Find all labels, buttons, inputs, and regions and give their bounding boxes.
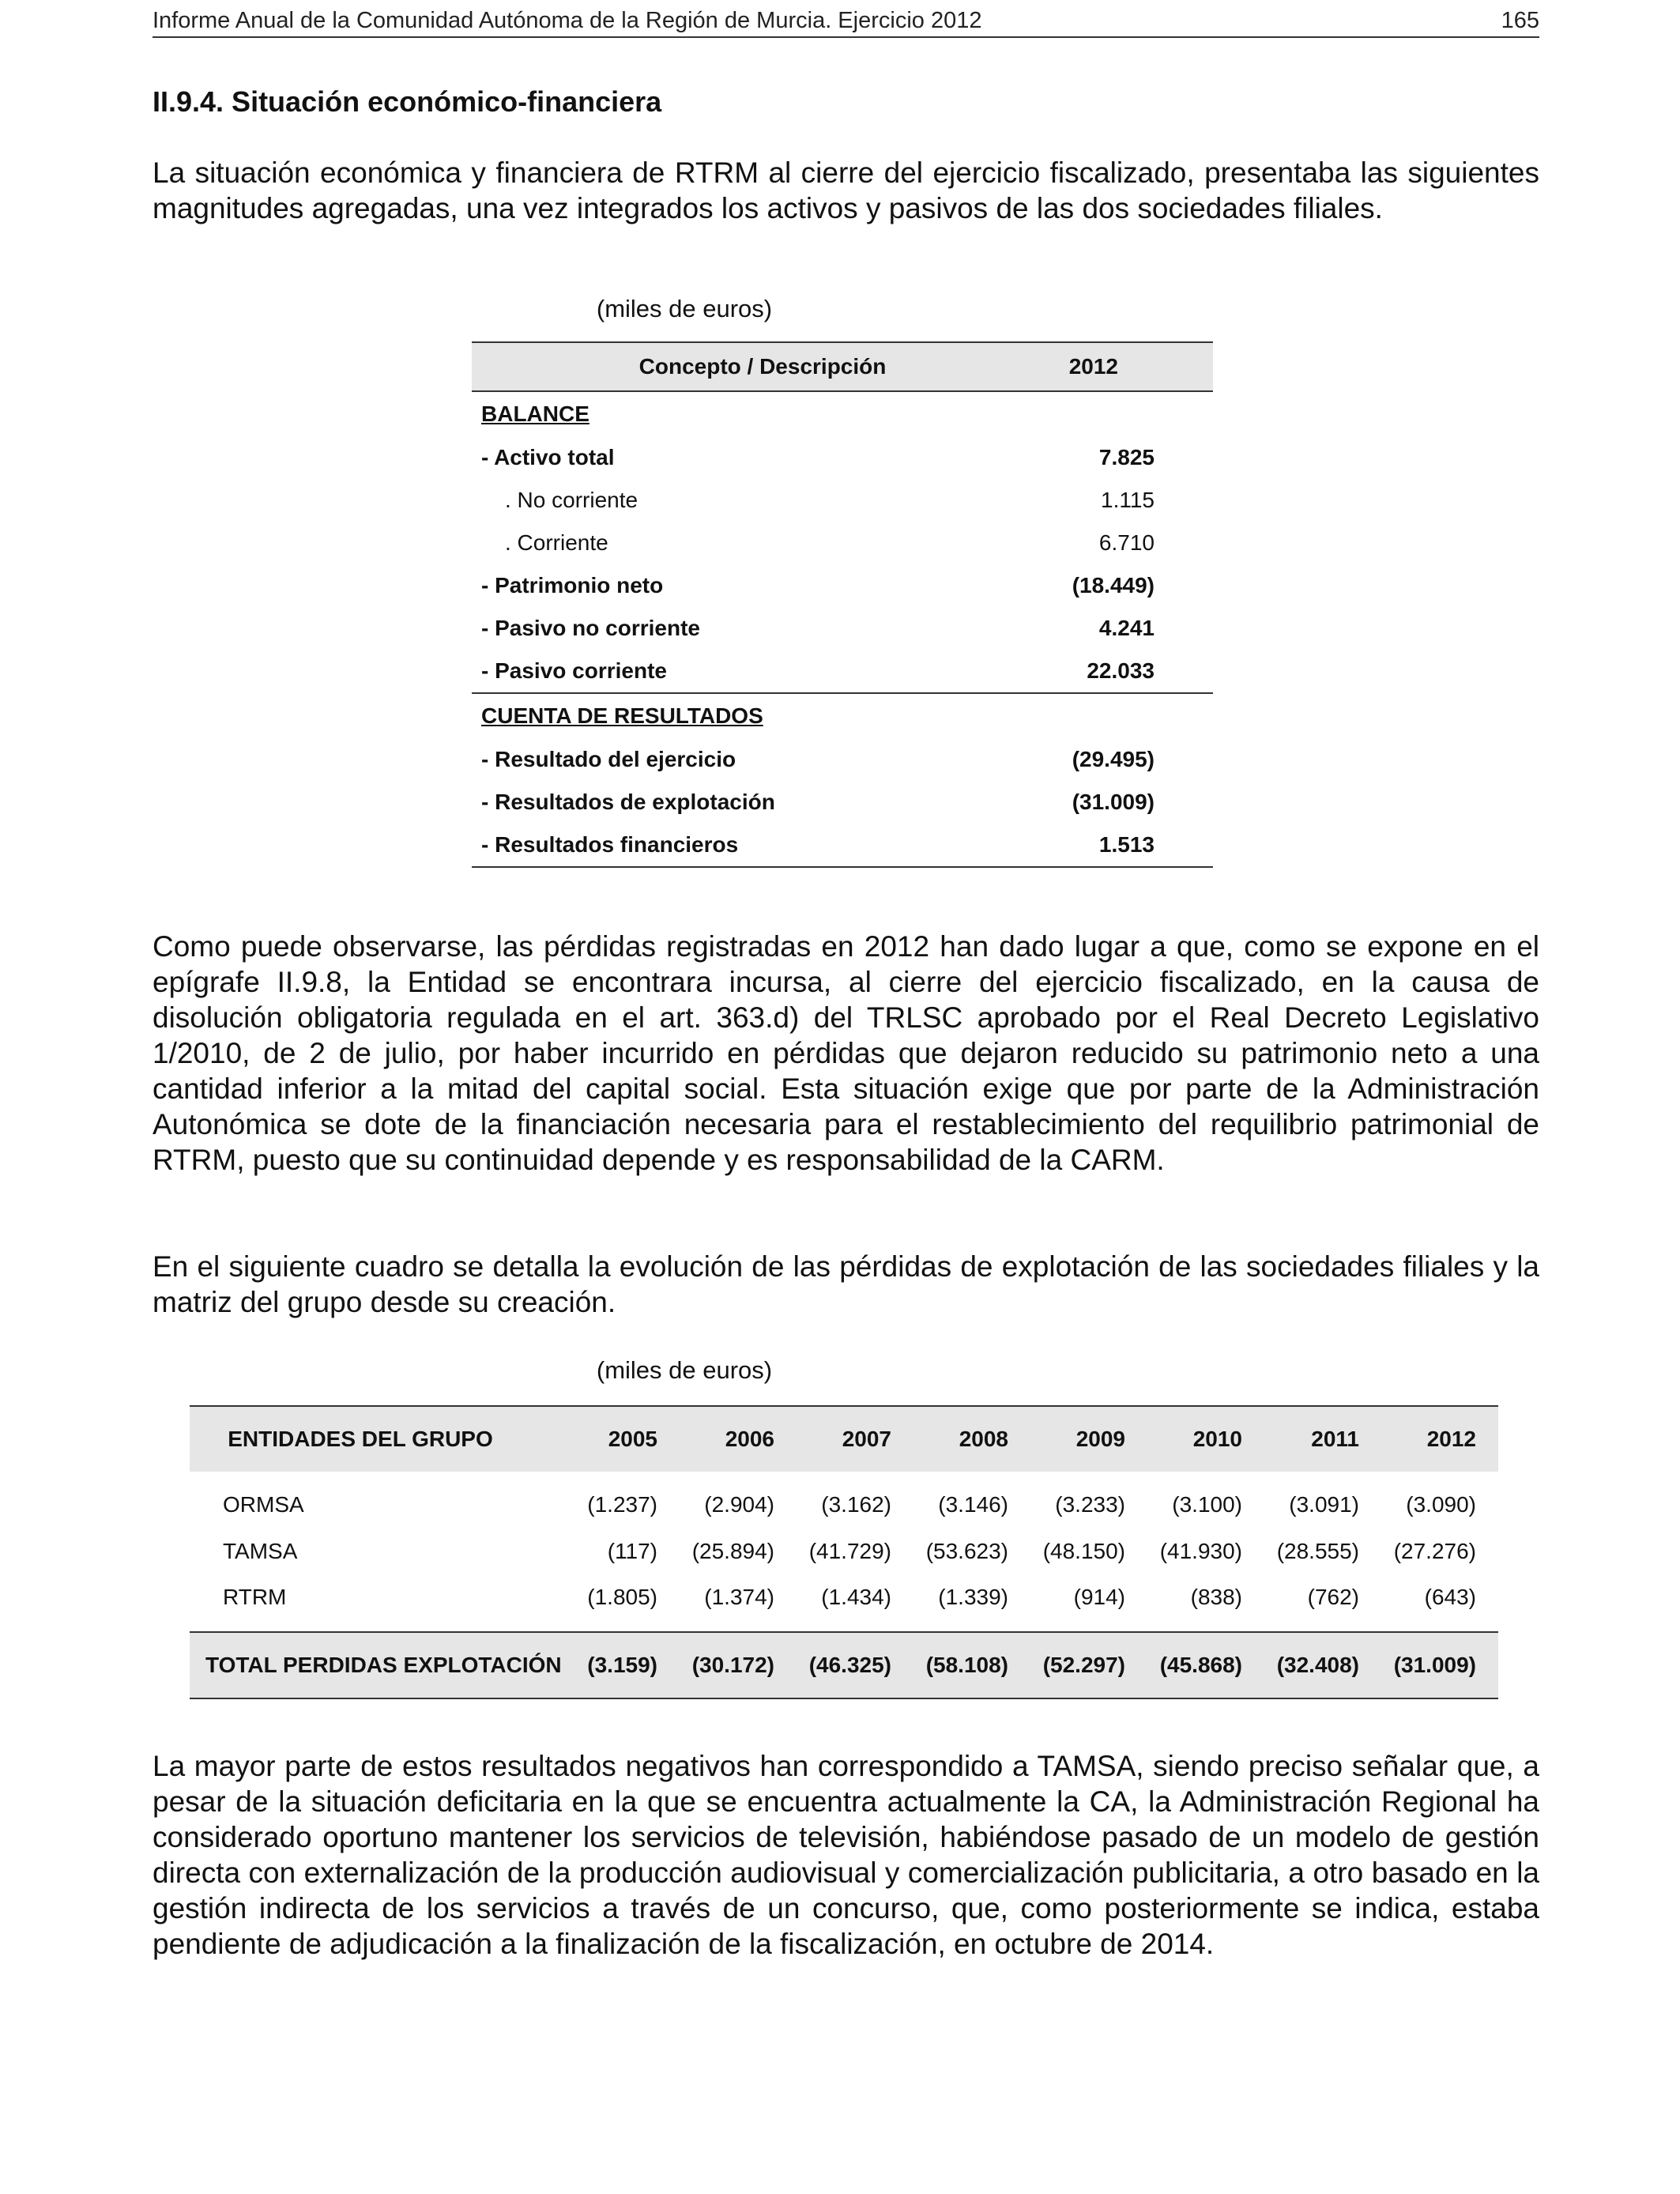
total-value: (30.172) [680, 1632, 797, 1698]
total-value: (45.868) [1147, 1632, 1264, 1698]
table-row [472, 824, 1213, 867]
row-label: . Corriente [505, 530, 608, 555]
value-cell: (3.162) [821, 1492, 891, 1517]
value-cell: (1.805) [587, 1585, 657, 1609]
col-entity-header: ENTIDADES DEL GRUPO [190, 1406, 563, 1472]
row-value: 1.115 [1101, 488, 1155, 512]
col-year-header: 2006 [680, 1406, 797, 1472]
balance-heading: BALANCE [481, 401, 590, 426]
row-value: 6.710 [1098, 530, 1155, 555]
value-cell: (1.339) [938, 1585, 1008, 1609]
col-year-header: 2012 [1015, 342, 1213, 391]
value-cell: (41.930) [1159, 1539, 1242, 1563]
value-cell: (3.233) [1055, 1492, 1125, 1517]
col-year-header: 2009 [1030, 1406, 1147, 1472]
row-value: (31.009) [1072, 790, 1155, 814]
value-cell: (27.276) [1393, 1539, 1476, 1563]
paragraph-table-intro: En el siguiente cuadro se detalla la evolución de las pérdidas de explotación de las sociedades filiales y la matriz del grupo desde su creación. [153, 1250, 1539, 1318]
value-cell: (3.146) [938, 1492, 1008, 1517]
col-year-header: 2012 [1381, 1406, 1498, 1472]
value-cell: (28.555) [1276, 1539, 1359, 1563]
value-cell: (1.374) [704, 1585, 774, 1609]
col-year-header: 2008 [913, 1406, 1030, 1472]
value-cell: (3.090) [1406, 1492, 1476, 1517]
table-row [472, 650, 1213, 693]
table-row [472, 522, 1213, 564]
table-row [190, 1529, 1498, 1574]
results-heading: CUENTA DE RESULTADOS [472, 693, 1213, 738]
value-cell: (762) [1307, 1585, 1359, 1609]
col-year-header: 2010 [1147, 1406, 1264, 1472]
losses-table [190, 1405, 1498, 1699]
row-label: - Pasivo no corriente [481, 616, 700, 640]
table-row [190, 1574, 1498, 1632]
paragraph-analysis: Como puede observarse, las pérdidas registradas en 2012 han dado lugar a que, como se expone en el epígrafe II.9.8, la Entidad se encontrara incursa, al cierre del ejercicio fiscalizado, en la causa de disolución obligatoria regulada en el art. 363.d) del TRLSC aprobado por el Real Decreto Legislativo 1/2010, de 2 de julio, por haber incurrido en pérdidas que dejaron reducido su patrimonio neto a una cantidad inferior a la mitad del capital social. Esta situación exige que por parte de la Administración Autonómica se dote de la financiación necesaria para el restablecimiento del requilibrio patrimonial de RTRM, puesto que su continuidad depende y es responsabilidad de la CARM. [153, 930, 1539, 1176]
page-number: 165 [1501, 8, 1539, 33]
total-row [190, 1632, 1498, 1698]
row-value: 22.033 [1087, 658, 1155, 683]
table-row [472, 738, 1213, 781]
table-row [472, 564, 1213, 607]
value-cell: (1.237) [587, 1492, 657, 1517]
value-cell: (838) [1190, 1585, 1242, 1609]
row-label: - Activo total [481, 445, 615, 469]
row-label: - Patrimonio neto [481, 573, 664, 598]
section-title: II.9.4. Situación económico-financiera [153, 85, 662, 118]
value-cell: (3.091) [1289, 1492, 1359, 1517]
row-value: 7.825 [1098, 445, 1155, 469]
row-label: - Pasivo corriente [481, 658, 667, 683]
value-cell: (48.150) [1042, 1539, 1125, 1563]
table-row [190, 1472, 1498, 1529]
row-label: - Resultados financieros [472, 824, 1015, 867]
value-cell: (3.100) [1172, 1492, 1242, 1517]
col-year-header: 2011 [1264, 1406, 1381, 1472]
page-header [153, 5, 1539, 38]
value-cell: (914) [1073, 1585, 1125, 1609]
value-cell: (25.894) [691, 1539, 774, 1563]
value-cell: (53.623) [925, 1539, 1008, 1563]
table1-units: (miles de euros) [596, 295, 773, 322]
entity-name: RTRM [223, 1585, 287, 1609]
paragraph-intro: La situación económica y financiera de RTRM al cierre del ejercicio fiscalizado, presentaba las siguientes magnitudes agregadas, una vez integrados los activos y pasivos de las dos sociedades filiales. [153, 156, 1539, 224]
table-row [472, 436, 1213, 479]
row-label: . No corriente [505, 488, 638, 512]
total-value: (3.159) [563, 1632, 680, 1698]
value-cell: (1.434) [821, 1585, 891, 1609]
value-cell: (2.904) [704, 1492, 774, 1517]
total-value: (58.108) [913, 1632, 1030, 1698]
row-label: - Resultados de explotación [481, 790, 775, 814]
row-label: - Resultado del ejercicio [481, 747, 736, 771]
table-row [472, 479, 1213, 522]
total-value: (46.325) [797, 1632, 913, 1698]
col-year-header: 2005 [563, 1406, 680, 1472]
value-cell: (117) [607, 1539, 657, 1563]
table-row [472, 781, 1213, 824]
row-value: 4.241 [1098, 616, 1155, 640]
table2-units: (miles de euros) [596, 1356, 773, 1384]
entity-name: ORMSA [223, 1492, 304, 1517]
paragraph-conclusion: La mayor parte de estos resultados negativos han correspondido a TAMSA, siendo preciso señalar que, a pesar de la situación deficitaria en la que se encuentra actualmente la CA, la Administración Regional ha considerado oportuno mantener los servicios de televisión, habiéndose pasado de un modelo de gestión directa con externalización de la producción audiovisual y comercialización publicitaria, a otro basado en la gestión indirecta de los servicios a través de un concurso, que, como posteriormente se indica, estaba pendiente de adjudicación a la finalización de la fiscalización, en octubre de 2014. [153, 1750, 1539, 1960]
total-value: (32.408) [1264, 1632, 1381, 1698]
header-title: Informe Anual de la Comunidad Autónoma de la Región de Murcia. Ejercicio 2012 [153, 8, 982, 33]
row-value: (29.495) [1072, 747, 1155, 771]
value-cell: (643) [1424, 1585, 1476, 1609]
balance-table [472, 341, 1213, 868]
row-value: 1.513 [1015, 824, 1213, 867]
total-label: TOTAL PERDIDAS EXPLOTACIÓN [190, 1632, 563, 1698]
total-value: (52.297) [1030, 1632, 1147, 1698]
value-cell: (41.729) [808, 1539, 891, 1563]
table-row [472, 607, 1213, 650]
entity-name: TAMSA [223, 1539, 298, 1563]
col-year-header: 2007 [797, 1406, 913, 1472]
row-value: (18.449) [1072, 573, 1155, 598]
col-concept-header: Concepto / Descripción [472, 342, 1015, 391]
total-value: (31.009) [1381, 1632, 1498, 1698]
